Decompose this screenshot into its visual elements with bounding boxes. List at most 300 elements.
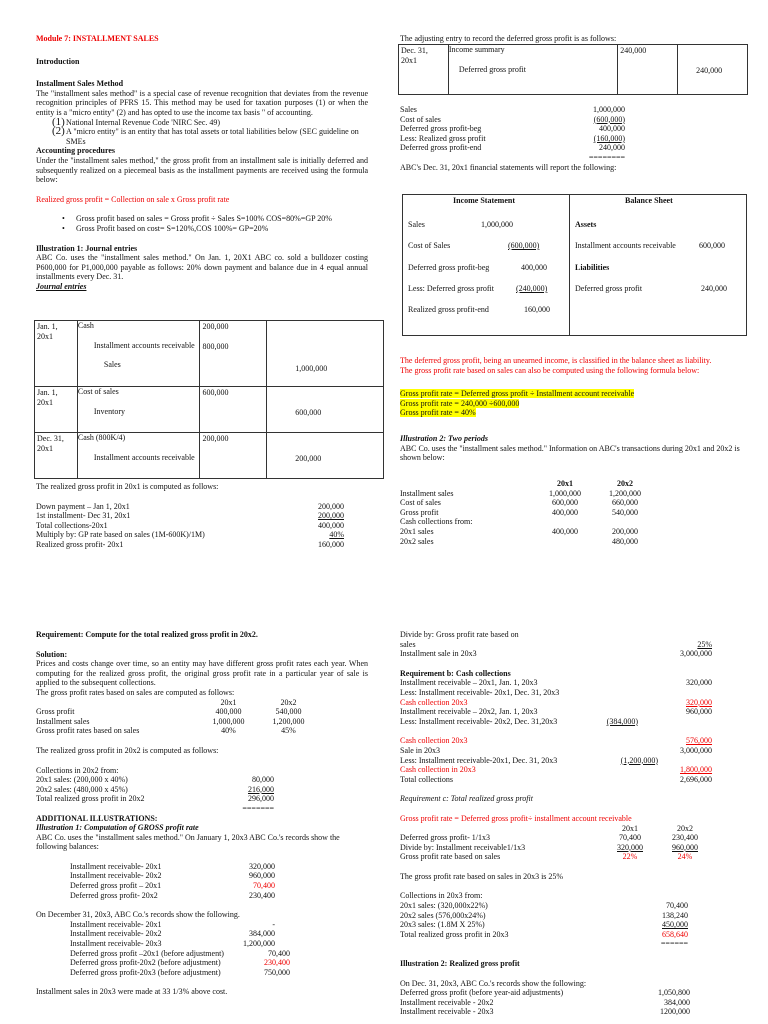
- dec-row: [70, 949, 368, 959]
- is-value: 1,000,000: [481, 220, 513, 229]
- is-value: (240,000): [516, 284, 548, 293]
- ill2b-value: 384,000: [664, 997, 690, 1007]
- cc-label: Installment receivable – 20x1, Jan. 1, 20x3: [400, 678, 538, 688]
- gpf-value: 320,000: [617, 842, 643, 852]
- rgp-row: [36, 530, 346, 540]
- adjusting-entry-table: [398, 44, 748, 95]
- rgp-value: 160,000: [318, 539, 344, 549]
- note-2: [36, 127, 368, 146]
- gpr-col: 20x2: [280, 697, 297, 707]
- gpr-label: Gross profit rates based on sales: [36, 726, 140, 736]
- tp-value: 200,000: [612, 526, 638, 536]
- bs-label: Installment accounts receivable: [575, 241, 676, 250]
- tp-row: [400, 489, 670, 499]
- dec-label: Deferred gross profit-20x2 (before adjustment): [70, 958, 221, 968]
- dec-row: [70, 968, 368, 978]
- cc-row: [400, 698, 720, 708]
- acct-title: Accounting procedures: [36, 146, 116, 156]
- rgp2-label: 20x2 sales: (480,000 x 45%): [36, 784, 128, 794]
- cc-row: [400, 717, 720, 727]
- cc-row: [400, 688, 720, 698]
- calc-row: [400, 134, 640, 144]
- tp-col: 20x1: [557, 479, 573, 488]
- rgp2-row: [36, 775, 368, 785]
- ill1-title: Illustration 1: Journal entries: [36, 243, 138, 253]
- is-label: Cost of Sales: [408, 241, 451, 250]
- je-row-3: [35, 433, 384, 479]
- je-account: Inventory: [93, 406, 125, 416]
- col-label: Collections in 20x3 from:: [400, 891, 483, 901]
- je-amount: 800,000: [202, 341, 229, 351]
- tp-col: 20x2: [617, 479, 633, 488]
- je-row-1: [35, 321, 384, 387]
- rgp-row: [36, 511, 346, 521]
- calc-value: (600,000): [593, 114, 625, 124]
- rgp-label: Realized gross profit- 20x1: [36, 539, 124, 549]
- highlight-formula-1: Gross profit rate = Deferred gross profit ÷ Installment account receivable: [400, 389, 635, 399]
- tp-value: 400,000: [552, 526, 578, 536]
- solution-paragraph: Prices and costs change over time, so an entity may have different gross profit rates each year. When computing for the realized gross profit, the original gross profit rate in a particular year of sale is applied to the subsequent collections.: [36, 659, 368, 688]
- dec-value: 750,000: [264, 967, 290, 977]
- tp-label: Cost of sales: [400, 498, 441, 508]
- je-account: Installment accounts receivable: [93, 452, 195, 462]
- tp-value: [540, 517, 590, 527]
- je-amount: 600,000: [295, 408, 322, 417]
- calc-label: Deferred gross profit-end: [400, 143, 482, 153]
- calc-value: 240,000: [599, 143, 625, 153]
- requirement: Requirement: Compute for the total realized gross profit in 20x2.: [36, 630, 258, 639]
- rgp2-row: [36, 785, 368, 795]
- col-label: [400, 939, 650, 949]
- col-label: Total realized gross profit in 20x3: [400, 929, 509, 939]
- cc-label: Less: Installment receivable- 20x2, Dec. 31,20x3: [400, 716, 558, 726]
- col-value: 138,240: [662, 910, 688, 920]
- financial-statements-box: [402, 194, 747, 336]
- tp-label: 20x2 sales: [400, 536, 434, 546]
- rgp-20x1-block: [36, 482, 346, 550]
- ill2b-row: [400, 1007, 720, 1017]
- gpf-value: 960,000: [672, 842, 698, 852]
- bal-value: 320,000: [249, 861, 275, 871]
- adj-row: [399, 45, 748, 95]
- tp-row: [400, 537, 670, 547]
- calc-label: Sales: [400, 105, 417, 114]
- tp-label: 20x1 sales: [400, 526, 434, 536]
- tp-label: Cash collections from:: [400, 517, 473, 527]
- bullet-1: • Gross profit based on sales = Gross profit ÷ Sales S=100% COS=80%=GP 20%: [36, 214, 368, 224]
- is-label: Less: Deferred gross profit: [408, 284, 494, 293]
- cc-row: [400, 746, 720, 756]
- je-title: Journal entries: [36, 281, 87, 291]
- cc-value: [600, 775, 638, 785]
- left-top-section: [36, 34, 368, 291]
- inst-value: 3,000,000: [680, 649, 712, 659]
- cc-value: [638, 717, 712, 727]
- gpf-value: 230,400: [672, 833, 698, 843]
- rgp-value: 200,000: [318, 501, 344, 511]
- col-row: [400, 920, 720, 930]
- is-label: Deferred gross profit-beg: [408, 263, 490, 272]
- cc-value: 2,696,000: [680, 774, 712, 784]
- rgp2-label: [36, 804, 236, 814]
- solution-heading: Solution:: [36, 649, 68, 659]
- gpf-row: [400, 833, 720, 843]
- col-value: 70,400: [666, 901, 688, 911]
- divide-value: 25%: [697, 639, 712, 649]
- right-bottom-section: [400, 630, 720, 1017]
- bs-value: 600,000: [699, 241, 725, 250]
- je-date: Jan. 1, 20x1: [35, 321, 78, 387]
- je-accounts: [77, 387, 200, 433]
- adj-account: Income summary: [448, 45, 505, 54]
- rgp2-value: =======: [242, 803, 274, 813]
- rgp-value: 200,000: [318, 511, 344, 521]
- gpf-row: [400, 843, 720, 853]
- note-2-text: A "micro entity" is an entity that has total assets or total liabilities below (SEC guideline on SMEs: [66, 127, 359, 146]
- is-value: 160,000: [524, 305, 550, 314]
- col-label: 20x1 sales: (320,000x22%): [400, 901, 488, 911]
- tp-value: [540, 537, 590, 547]
- formula-note: The gross profit rate based on sales can also be computed using the following formula below:: [400, 365, 700, 375]
- gpr-row: [36, 726, 368, 736]
- rgp2-value: [236, 766, 274, 776]
- col-row: [400, 911, 720, 921]
- tp-value: 1,200,000: [609, 488, 641, 498]
- rgp2-label: Collections in 20x2 from:: [36, 765, 119, 775]
- is-value: 400,000: [521, 263, 547, 272]
- gpr-value: 1,200,000: [272, 716, 305, 726]
- dec-label: Deferred gross profit-20x3 (before adjustment): [70, 967, 221, 977]
- dec-row: [70, 939, 368, 949]
- adj-debit: 240,000: [618, 45, 678, 95]
- dec-row: [70, 920, 368, 930]
- is-label: Realized gross profit-end: [408, 305, 489, 314]
- gpr-value: 1,000,000: [212, 716, 245, 726]
- calc-value: ========: [588, 152, 625, 162]
- adj-accounts: [448, 45, 617, 95]
- dec-value: 1,200,000: [243, 939, 275, 949]
- additional-ill1: Illustration 1: Computation of GROSS profit rate: [36, 823, 199, 833]
- rgp-row: [36, 502, 346, 512]
- rgp-label: 1st installment- Dec 31, 20x1: [36, 511, 131, 521]
- gpr-label: Installment sales: [36, 716, 90, 726]
- calc-value: (160,000): [593, 133, 625, 143]
- bal-value: 230,400: [249, 890, 275, 900]
- cc-value: [600, 746, 638, 756]
- tp-value: 1,000,000: [549, 488, 581, 498]
- tp-value: 600,000: [552, 498, 578, 508]
- gpr-25-note: The gross profit rate based on sales in 20x3 is 25%: [400, 871, 564, 881]
- rgp-value: 400,000: [318, 520, 344, 530]
- gpr-value: 400,000: [215, 707, 242, 717]
- adj-intro: The adjusting entry to record the deferred gross profit is as follows:: [400, 34, 617, 43]
- tp-row: [400, 498, 670, 508]
- rgp2-value: 216,000: [248, 784, 274, 794]
- bal-row: [70, 862, 368, 872]
- additional-paragraph: ABC Co. uses the "installment sales method." On January 1, 20x3 ABC Co.'s records show the following balances:: [36, 832, 340, 852]
- bal-row: [70, 871, 368, 881]
- divide-label-2: sales: [400, 639, 416, 649]
- calc-label: Cost of sales: [400, 114, 441, 124]
- highlight-formula-2: Gross profit rate = 240,000 ÷600,000: [400, 398, 520, 408]
- cc-row: [400, 775, 720, 785]
- cc-value: 960,000: [686, 707, 712, 717]
- je-credit: [267, 433, 384, 479]
- gpf-label: Deferred gross profit- 1/1x3: [400, 833, 490, 843]
- gpr-col: 20x1: [220, 697, 237, 707]
- note-1: [36, 115, 368, 128]
- tp-value: 480,000: [612, 536, 638, 546]
- col-value: 658,640: [662, 929, 688, 939]
- divide-row: [400, 640, 720, 650]
- gpf-col: 20x1: [622, 823, 638, 833]
- col-row: [400, 939, 720, 949]
- je-amount: 1,000,000: [295, 364, 328, 373]
- cc-label: Less: Installment receivable-20x1, Dec. 31, 20x3: [400, 755, 558, 765]
- cc-value: 576,000: [686, 736, 712, 746]
- gpr-label: Gross profit: [36, 707, 75, 717]
- cc-value: 3,000,000: [680, 745, 712, 755]
- bal-label: Installment receivable- 20x1: [70, 861, 162, 871]
- gpr-value: 45%: [281, 726, 296, 736]
- ill2b-value: 1200,000: [660, 1007, 690, 1017]
- requirement-b: Requirement b: Cash collections: [400, 668, 511, 678]
- je-row-2: [35, 387, 384, 433]
- bs-assets: Assets: [575, 220, 597, 229]
- rgp-row: [36, 540, 346, 550]
- rgp2-value: 80,000: [252, 775, 274, 785]
- cc-row: [400, 756, 720, 766]
- two-periods-table: [400, 479, 670, 546]
- bal-value: 70,400: [253, 881, 275, 891]
- cc-value: 320,000: [686, 678, 712, 688]
- cc-value: 1,800,000: [680, 765, 712, 775]
- formula: Realized gross profit = Collection on sale x Gross profit rate: [36, 194, 230, 204]
- bal-row: [70, 891, 368, 901]
- je-account: Sales: [103, 360, 121, 370]
- cc-value: (1,200,000): [620, 755, 658, 765]
- tp-value: 540,000: [612, 507, 638, 517]
- requirement-c: Requirement c: Total realized gross profit: [400, 794, 533, 804]
- col-row: [400, 901, 720, 911]
- dec-row: [70, 929, 368, 939]
- cc-label: Sale in 20x3: [400, 745, 440, 755]
- gpr-header: [36, 698, 368, 708]
- col-value: ======: [660, 939, 688, 949]
- adj-credit: [678, 45, 748, 95]
- right-notes: [400, 356, 760, 463]
- rgp2-value: 296,000: [248, 794, 274, 804]
- gpr-value: 40%: [221, 726, 236, 736]
- rgp-label: Down payment – Jan 1, 20x1: [36, 501, 130, 511]
- dec-label: Installment receivable- 20x1: [70, 919, 162, 929]
- ism-title: Installment Sales Method: [36, 79, 124, 89]
- col-label: 20x2 sales (576,000x24%): [400, 910, 486, 920]
- je-amount: 200,000: [295, 454, 322, 463]
- gpr-value: 540,000: [275, 707, 302, 717]
- tp-value: [590, 517, 660, 527]
- dec-label: Deferred gross profit –20x1 (before adjustment): [70, 948, 224, 958]
- bullet-2: • Gross Profit based on cost= S=120%,COS 100%= GP=20%: [36, 224, 368, 234]
- highlight-formula-3: Gross profit rate = 40%: [400, 408, 476, 418]
- je-date: Jan. 1, 20x1: [35, 387, 78, 433]
- journal-entries-table: [34, 320, 384, 479]
- tp-row: [400, 508, 670, 518]
- cc-value: [658, 756, 712, 766]
- dec-label: Installment receivable- 20x2: [70, 929, 162, 939]
- bal-label: Deferred gross profit- 20x2: [70, 890, 158, 900]
- bal-label: Installment receivable- 20x2: [70, 871, 162, 881]
- bs-label: Deferred gross profit: [575, 284, 643, 293]
- ill2b-value: 1,050,800: [658, 988, 690, 998]
- col-value: [650, 891, 688, 901]
- gpr-intro: The gross profit rates based on sales are computed as follows:: [36, 687, 235, 697]
- je-account: Installment accounts receivable: [93, 340, 195, 350]
- rgp2-label: 20x1 sales: (200,000 x 40%): [36, 775, 128, 785]
- bs-liabilities: Liabilities: [575, 263, 610, 272]
- calc-row: [400, 153, 640, 163]
- je-debit: [200, 321, 267, 387]
- je-account: Cost of sales: [77, 387, 119, 396]
- additional-title: ADDITIONAL ILLUSTRATIONS:: [36, 813, 158, 823]
- cc-label: Cash collection 20x3: [400, 697, 468, 707]
- ill2b-label: Deferred gross profit (before year-aid adjustments): [400, 988, 564, 998]
- final-note: Installment sales in 20x3 were made at 33 1/3% above cost.: [36, 987, 228, 997]
- je-amount: 200,000: [202, 322, 229, 331]
- liability-note: The deferred gross profit, being an unearned income, is classified in the balance sheet as liability.: [400, 356, 712, 365]
- note-1-text: National Internal Revenue Code 'NIRC Sec. 49): [66, 117, 221, 127]
- rgp-row: [36, 521, 346, 531]
- ill2b-label: Installment receivable - 20x2: [400, 997, 494, 1007]
- dec-value: -: [272, 919, 275, 929]
- gpf-label: Gross profit rate based on sales: [400, 852, 501, 862]
- gpf-header: [400, 824, 720, 834]
- module-label: Module 7: INSTALLMENT SALES: [36, 34, 159, 43]
- income-statement-heading: Income Statement: [453, 196, 515, 205]
- cc-row: [400, 736, 720, 746]
- rgp2-row: [36, 766, 368, 776]
- fs-intro: ABC's Dec. 31, 20x1 financial statements will report the following:: [400, 162, 617, 172]
- balance-sheet-heading: Balance Sheet: [625, 196, 673, 205]
- cc-value: [600, 765, 638, 775]
- ism-paragraph: The "installment sales method" is a special case of revenue recognition that deviates from the revenue recognition principles of PFRS 15. This method may be used for taxation purposes (1) or when the entity is a "micro entity" (2) and has opted to use the income tax basis " of accounting.: [36, 88, 368, 117]
- tp-value: 660,000: [612, 498, 638, 508]
- gpr-row: [36, 717, 368, 727]
- col-value: 450,000: [662, 920, 688, 930]
- calc-row: [400, 143, 640, 153]
- bal-label: Deferred gross profit – 20x1: [70, 881, 162, 891]
- je-accounts: [77, 433, 200, 479]
- rgp2-label: Total realized gross profit in 20x2: [36, 794, 145, 804]
- tp-label: Installment sales: [400, 488, 454, 498]
- cc-label: Cash collection in 20x3: [400, 765, 476, 775]
- col-row: [400, 930, 720, 940]
- gpf-row: [400, 852, 720, 862]
- ill1-paragraph: ABC Co. uses the "installment sales method." On Jan. 1, 20X1 ABC co. sold a bulldozer costing P600,000 for P1,000,000 payable as follows: 20% down payment and balance due in 4 equal annual installments every Dec. 31.: [36, 253, 368, 282]
- je-date: Dec. 31, 20x1: [35, 433, 78, 479]
- is-label: Sales: [408, 220, 425, 229]
- tp-row: [400, 517, 670, 527]
- inst-label: Installment sale in 20x3: [400, 649, 477, 659]
- dec-label: Installment receivable- 20x3: [70, 939, 162, 949]
- calc-label: Less: Realized gross profit: [400, 133, 486, 143]
- gpr-row: [36, 707, 368, 717]
- cc-label: Cash collection 20x3: [400, 736, 468, 746]
- cc-value: [600, 736, 638, 746]
- rgp2-row: [36, 794, 368, 804]
- cc-value: [600, 707, 638, 717]
- rgp-value: 40%: [329, 530, 344, 540]
- je-amount: 600,000: [200, 387, 267, 433]
- je-accounts: [77, 321, 200, 387]
- cc-value: [600, 688, 638, 698]
- gpf-value: 24%: [677, 852, 693, 862]
- gpf-value: 70,400: [619, 833, 641, 843]
- ill2b-row: [400, 998, 720, 1008]
- col-label: 20x3 sales: (1.8M X 25%): [400, 920, 485, 930]
- inst-row: [400, 649, 720, 659]
- dec-value: 70,400: [268, 948, 290, 958]
- gpf-value: 22%: [622, 852, 638, 862]
- bal-value: 960,000: [249, 871, 275, 881]
- is-value: (600,000): [508, 241, 540, 250]
- calc-row: [400, 115, 640, 125]
- dec-intro: On December 31, 20x3, ABC Co.'s records show the following.: [36, 910, 240, 920]
- cc-label: Less: Installment receivable- 20x1, Dec. 31, 20x3: [400, 687, 560, 697]
- rgp2-row: [36, 804, 368, 814]
- tp-value: 400,000: [552, 507, 578, 517]
- note-2-number: (2): [52, 125, 65, 138]
- tp-label: Gross profit: [400, 507, 439, 517]
- cc-row: [400, 707, 720, 717]
- divide-label: Divide by: Gross profit rate based on: [400, 630, 519, 639]
- calc-label: Deferred gross profit-beg: [400, 124, 482, 134]
- calc-label: [400, 153, 585, 163]
- rgp-label: Total collections-20x1: [36, 520, 108, 530]
- note-1-number: (1): [52, 115, 65, 128]
- dec-row: [70, 958, 368, 968]
- gp-formula: Gross profit rate = Deferred gross profit÷ installment account receivable: [400, 813, 632, 823]
- cc-value: [600, 678, 638, 688]
- ill2-paragraph: ABC Co. uses the "installment sales method." Information on ABC's transactions during 20x1 and 20x2 is shown below:: [400, 443, 740, 463]
- dec-value: 384,000: [249, 929, 275, 939]
- cc-label: Total collections: [400, 774, 453, 784]
- bs-value: 240,000: [701, 284, 727, 293]
- je-account: Cash (800K/4): [77, 433, 126, 442]
- cc-value: [638, 688, 712, 698]
- ill2b-title: Illustration 2: Realized gross profit: [400, 959, 520, 969]
- calc-row: [400, 105, 640, 115]
- cc-row: [400, 678, 720, 688]
- intro-heading: Introduction: [36, 56, 80, 66]
- adj-date: Dec. 31, 20x1: [399, 45, 449, 95]
- ill2-title: Illustration 2: Two periods: [400, 433, 488, 443]
- acct-paragraph: Under the "installment sales method," the gross profit from an installment sale is initially deferred and subsequently realized on a piecemeal basis as the installment payments are received using the formula below:: [36, 155, 368, 185]
- ill2b-row: [400, 988, 720, 998]
- fs-divider: [569, 195, 570, 335]
- cc-value: [600, 698, 638, 708]
- adj-amount: 240,000: [696, 66, 723, 75]
- je-amount: 200,000: [200, 433, 267, 479]
- left-bottom-section: [36, 630, 368, 997]
- calc-value: 1,000,000: [593, 105, 625, 114]
- calc-row: [400, 124, 640, 134]
- dec-value: 230,400: [264, 958, 290, 968]
- ill2b-intro: On Dec. 31, 20x3, ABC Co.'s records show the following:: [400, 978, 587, 988]
- cc-value: 320,000: [686, 697, 712, 707]
- col-row: [400, 891, 720, 901]
- tp-row: [400, 527, 670, 537]
